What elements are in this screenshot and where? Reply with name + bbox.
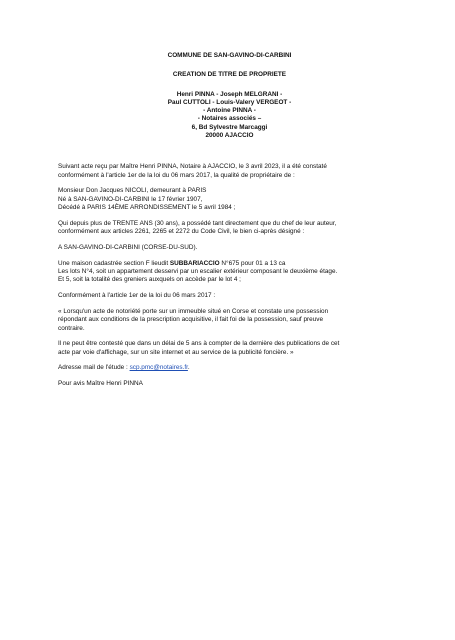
paragraph-law-reference: Conformément à l'article 1er de la loi du 06 mars 2017 : [58,292,216,300]
paragraph-closing: Pour avis Maître Henri PINNA [58,380,143,388]
office-address-line: 6, Bd Sylvestre Marcaggi [191,123,268,131]
paragraph-email: Adresse mail de l'étude : scp.pmc@notaires.fr. [58,364,190,372]
email-link[interactable]: scp.pmc@notaires.fr [129,364,188,372]
notice-header [58,52,387,140]
notaries-line: Paul CUTTOLI - Louis-Valery VERGEOT - [167,98,292,106]
paragraph-owner: Monsieur Don Jacques NICOLI, demeurant à PARIS Né à SAN-GAVINO-DI-CARBINI le 17 février 1907, Décédé à PARIS 14ÈME ARRONDISSEMENT le 5 avril 1984 ; [58,187,236,212]
paragraph-possession: Qui depuis plus de TRENTE ANS (30 ans), a possédé tant directement que du chef de leur auteur, conformément aux articles 2261, 2265 et 2272 du Code Civil, le bien ci-après désigné : [58,219,337,236]
lieudit-name: SUBBARIACCIO [169,259,220,267]
notice-title: CREATION DE TITRE DE PROPRIETE [172,71,287,79]
notaries-line: Henri PINNA - Joseph MELGRANI - [176,90,283,98]
paragraph-deed: Suivant acte reçu par Maître Henri PINNA, Notaire à AJACCIO, le 3 avril 2023, il a été constaté conformément à l'article 1er de la loi du 06 mars 2017, la qualité de propriétaire de : [58,163,327,179]
notaries-line: - Antoine PINNA - [203,107,256,115]
paragraph-contest-delay: Il ne peut être contesté que dans un délai de 5 ans à compter de la dernière des publications de cet acte par voie d'affichage, sur un site internet et au service de la publicité foncière. » [58,340,340,356]
commune-heading: COMMUNE DE SAN-GAVINO-DI-CARBINI [167,52,292,59]
paragraph-law-quote: « Lorsqu'un acte de notoriété porte sur un immeuble situé en Corse et constate une possession répondant aux conditions de la prescription acquisitive, il fait foi de la possession, sauf preuve contraire. [58,307,329,332]
notice-body [58,163,387,388]
paragraph-property: Une maison cadastrée section F lieudit SUBBARIACCIO N°675 pour 01 a 13 ca Les lots N°4, soit un appartement desservi par un escalier extérieur composant le deuxième étage. Et 5, soit la totalité des greniers auxquels on accède par le lot 4 ; [58,259,338,284]
notaries-line: - Notaires associés – [197,115,262,123]
paragraph-location: A SAN-GAVINO-DI-CARBINI (CORSE-DU-SUD). [58,243,198,251]
office-city-line: 20000 AJACCIO [205,132,254,140]
